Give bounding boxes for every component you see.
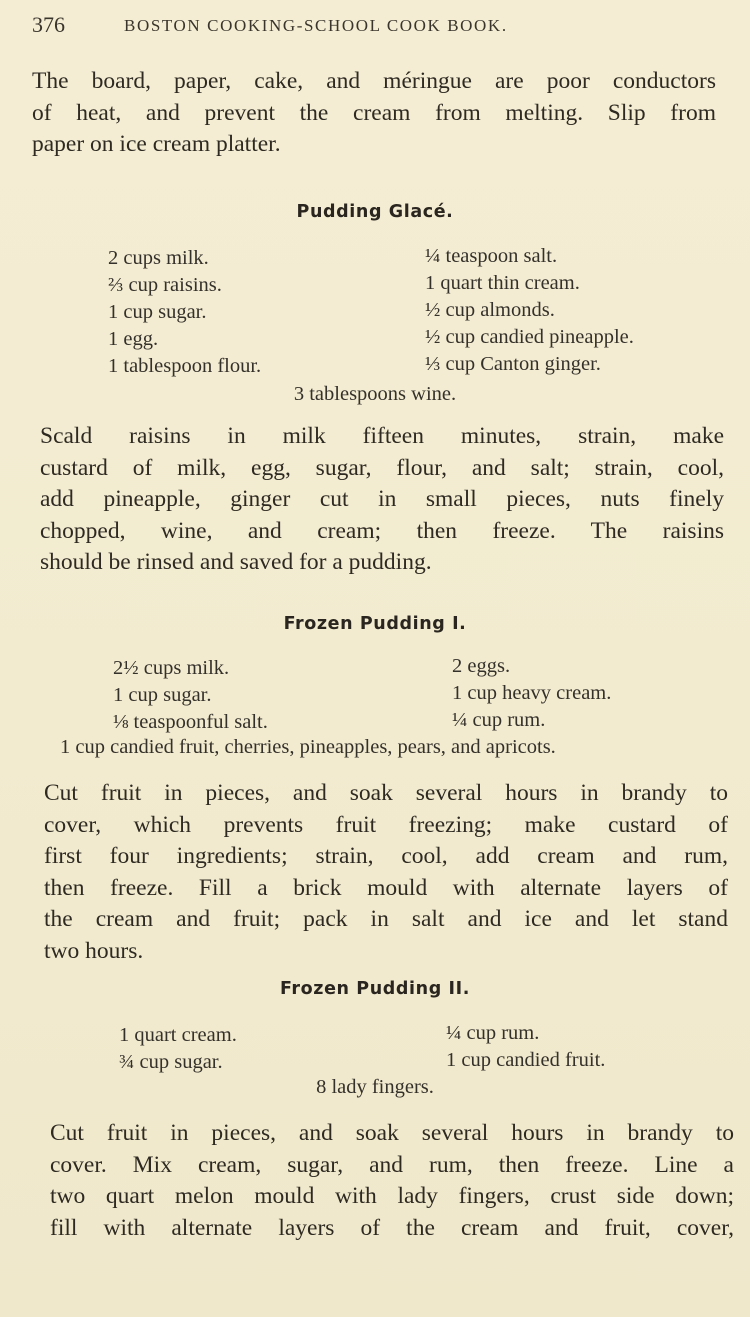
ingredient-item: 2 eggs. [452, 655, 511, 677]
ingredient-item: 1 cup sugar. [113, 684, 212, 706]
recipe-title: Frozen Pudding I. [283, 614, 467, 634]
paragraph-line: custard of milk, egg, sugar, flour, and salt; strain, cool, [40, 454, 724, 481]
ingredient-center: 1 cup candied fruit, cherries, pineapples, pears, and apricots. [60, 736, 556, 758]
ingredient-item: 2 cups milk. [108, 247, 209, 269]
paragraph-line: Scald raisins in milk fifteen minutes, strain, make [40, 423, 724, 449]
ingredient-item: ⅓ cup Canton ginger. [425, 353, 601, 375]
ingredient-item: 1 egg. [108, 328, 159, 350]
page-number: 376 [32, 12, 65, 37]
running-header [32, 12, 720, 42]
ingredient-item: ¾ cup sugar. [119, 1051, 223, 1073]
ingredients-right [446, 1020, 605, 1074]
recipe-directions [50, 1118, 734, 1244]
paragraph-line: add pineapple, ginger cut in small pieces, nuts finely [40, 486, 724, 512]
recipe-title: Pudding Glacé. [296, 202, 454, 222]
ingredients-right [425, 243, 634, 378]
ingredient-item: ⅛ teaspoonful salt. [113, 711, 268, 733]
ingredient-item: 1 tablespoon flour. [108, 355, 262, 377]
ingredients-right [452, 653, 611, 734]
recipe-title: Frozen Pudding II. [280, 979, 470, 999]
ingredient-item: ½ cup candied pineapple. [425, 326, 634, 348]
ingredient-center: 8 lady fingers. [316, 1076, 434, 1098]
ingredients-left [113, 655, 268, 736]
ingredient-item: 1 cup candied fruit. [446, 1049, 606, 1071]
ingredient-item: ¼ cup rum. [452, 709, 546, 731]
paragraph-line: paper on ice cream platter. [32, 131, 281, 157]
ingredients-left [108, 245, 261, 380]
paragraph-line: cover, which prevents fruit freezing; make custard of [44, 811, 728, 838]
recipe-directions [40, 421, 724, 579]
paragraph-line: Cut fruit in pieces, and soak several hours in brandy to [44, 780, 728, 806]
ingredient-item: 2½ cups milk. [113, 657, 230, 679]
paragraph-line: then freeze. Fill a brick mould with alternate layers of [44, 874, 728, 901]
ingredient-item: ¼ teaspoon salt. [425, 245, 558, 267]
ingredient-center: 3 tablespoons wine. [293, 383, 457, 405]
ingredient-item: 1 cup heavy cream. [452, 682, 612, 704]
recipe-directions [44, 778, 728, 967]
paragraph-line: The board, paper, cake, and méringue are poor conductors [32, 68, 716, 94]
paragraph-line: two hours. [44, 937, 144, 964]
paragraph-line: the cream and fruit; pack in salt and ice and let stand [44, 906, 728, 932]
intro-paragraph [32, 66, 716, 161]
ingredient-item: 1 cup sugar. [108, 301, 207, 323]
ingredient-item: 1 quart cream. [119, 1024, 237, 1046]
paragraph-line: chopped, wine, and cream; then freeze. The raisins [40, 517, 724, 544]
paragraph-line: fill with alternate layers of the cream and fruit, cover, [50, 1214, 734, 1241]
paragraph-line: first four ingredients; strain, cool, add cream and rum, [44, 843, 728, 869]
ingredient-item: ⅔ cup raisins. [108, 274, 222, 296]
paragraph-line: cover. Mix cream, sugar, and rum, then freeze. Line a [50, 1151, 734, 1178]
ingredient-item: ¼ cup rum. [446, 1022, 540, 1044]
ingredient-item: 1 quart thin cream. [425, 272, 580, 294]
paragraph-line: Cut fruit in pieces, and soak several hours in brandy to [50, 1120, 734, 1146]
paragraph-line: of heat, and prevent the cream from melting. Slip from [32, 99, 716, 126]
paragraph-line: two quart melon mould with lady fingers, crust side down; [50, 1183, 734, 1209]
ingredient-item: ½ cup almonds. [425, 299, 555, 321]
paragraph-line: should be rinsed and saved for a pudding. [40, 549, 432, 575]
book-title: BOSTON COOKING-SCHOOL COOK BOOK. [124, 16, 508, 35]
ingredients-left [119, 1022, 237, 1076]
